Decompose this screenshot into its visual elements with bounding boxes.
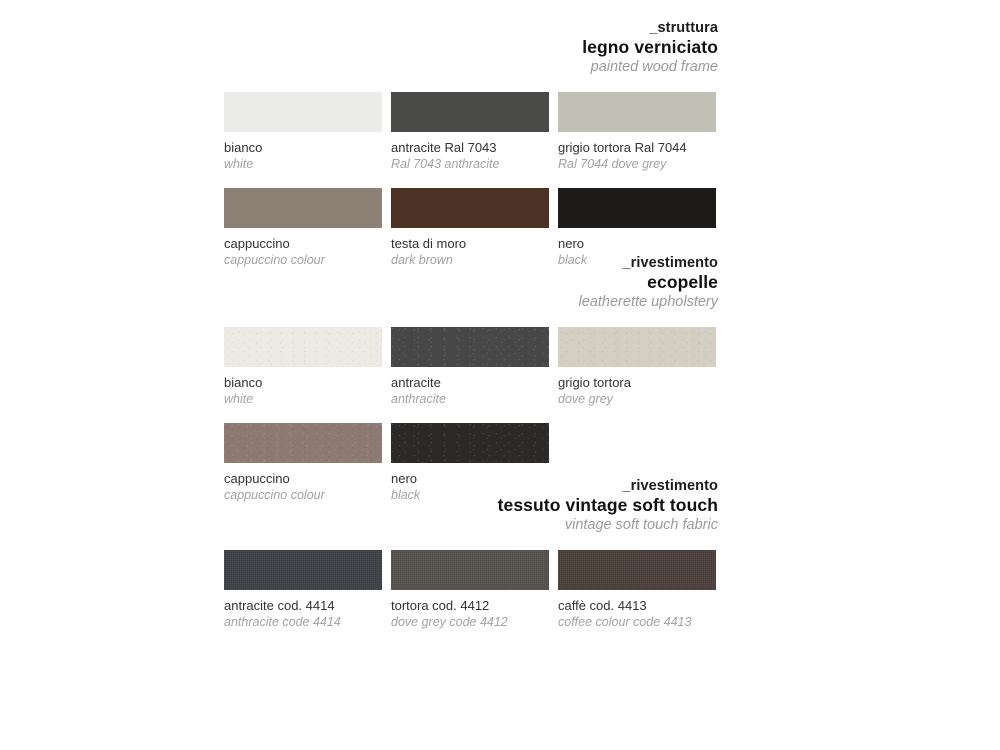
swatch-item[interactable] bbox=[391, 92, 549, 172]
section-title-translation: leatherette upholstery bbox=[578, 294, 718, 310]
swatch-item[interactable] bbox=[391, 327, 549, 407]
swatch-item[interactable] bbox=[391, 550, 549, 630]
section-title-translation: vintage soft touch fabric bbox=[564, 517, 718, 533]
chip-surface bbox=[558, 550, 716, 590]
section-kicker: _rivestimento bbox=[622, 255, 718, 271]
chip-surface bbox=[558, 188, 716, 228]
chip-surface bbox=[224, 92, 382, 132]
chip-surface bbox=[224, 423, 382, 463]
section-heading-block bbox=[0, 255, 1000, 312]
section-title: legno verniciato bbox=[582, 37, 718, 57]
swatch-name-en: dove grey code 4412 bbox=[391, 615, 508, 629]
swatch-name-it: bianco bbox=[224, 375, 263, 390]
swatch-name-it: cappuccino bbox=[224, 236, 290, 251]
colour-chip[interactable] bbox=[391, 327, 549, 367]
swatch-name-it: antracite Ral 7043 bbox=[391, 140, 497, 155]
swatch-name-en: cappuccino colour bbox=[224, 488, 325, 502]
swatch-labels bbox=[558, 590, 716, 630]
swatch-labels bbox=[224, 132, 382, 172]
swatch-labels bbox=[558, 367, 716, 407]
swatch-item[interactable] bbox=[558, 550, 716, 630]
swatch-name-it: nero bbox=[558, 236, 585, 251]
chip-surface bbox=[391, 92, 549, 132]
swatch-name-en: dark brown bbox=[391, 253, 453, 267]
chip-surface bbox=[558, 92, 716, 132]
swatch-row bbox=[0, 327, 1000, 423]
colour-chip[interactable] bbox=[558, 327, 716, 367]
chip-surface bbox=[391, 423, 549, 463]
colour-chip[interactable] bbox=[558, 550, 716, 590]
swatch-labels bbox=[558, 132, 716, 172]
swatch-labels bbox=[391, 367, 549, 407]
chip-surface bbox=[391, 550, 549, 590]
chip-surface bbox=[391, 327, 549, 367]
swatch-name-en: Ral 7043 anthracite bbox=[391, 157, 500, 171]
chip-surface bbox=[391, 188, 549, 228]
swatch-name-en: white bbox=[224, 392, 254, 406]
swatch-name-it: caffè cod. 4413 bbox=[558, 598, 647, 613]
swatch-item[interactable] bbox=[558, 327, 716, 407]
colour-chip[interactable] bbox=[224, 423, 382, 463]
swatch-labels bbox=[224, 590, 382, 630]
swatch-name-it: testa di moro bbox=[391, 236, 467, 251]
swatch-row bbox=[0, 92, 1000, 188]
colour-chip[interactable] bbox=[224, 327, 382, 367]
section-heading-block bbox=[0, 478, 1000, 535]
swatch-name-en: Ral 7044 dove grey bbox=[558, 157, 667, 171]
chip-surface bbox=[224, 550, 382, 590]
swatch-grid bbox=[0, 550, 1000, 646]
swatch-name-en: anthracite bbox=[391, 392, 446, 406]
colour-chip[interactable] bbox=[391, 550, 549, 590]
section-kicker: _rivestimento bbox=[622, 478, 718, 494]
colour-chip[interactable] bbox=[558, 188, 716, 228]
swatch-name-en: black bbox=[558, 253, 588, 267]
swatch-name-it: grigio tortora Ral 7044 bbox=[558, 140, 687, 155]
swatch-labels bbox=[391, 132, 549, 172]
swatch-item[interactable] bbox=[224, 92, 382, 172]
swatch-labels bbox=[224, 367, 382, 407]
colour-chip[interactable] bbox=[224, 92, 382, 132]
section-struttura bbox=[0, 20, 1000, 284]
swatch-name-en: black bbox=[391, 488, 421, 502]
colour-chip[interactable] bbox=[558, 92, 716, 132]
colour-chip[interactable] bbox=[391, 92, 549, 132]
section-title: tessuto vintage soft touch bbox=[497, 495, 718, 515]
swatch-name-it: bianco bbox=[224, 140, 263, 155]
colour-chip[interactable] bbox=[391, 188, 549, 228]
swatch-row bbox=[0, 550, 1000, 646]
swatch-name-it: tortora cod. 4412 bbox=[391, 598, 490, 613]
chip-surface bbox=[224, 327, 382, 367]
section-title-translation: painted wood frame bbox=[590, 59, 718, 75]
chip-surface bbox=[224, 188, 382, 228]
colour-chip[interactable] bbox=[224, 188, 382, 228]
colour-chip[interactable] bbox=[224, 550, 382, 590]
section-heading-block bbox=[0, 20, 1000, 77]
section-title: ecopelle bbox=[647, 272, 718, 292]
swatch-name-en: dove grey bbox=[558, 392, 613, 406]
chip-surface bbox=[558, 327, 716, 367]
swatch-name-it: antracite cod. 4414 bbox=[224, 598, 335, 613]
colour-chip[interactable] bbox=[391, 423, 549, 463]
swatch-item[interactable] bbox=[224, 550, 382, 630]
swatch-item[interactable] bbox=[224, 327, 382, 407]
section-tessuto bbox=[0, 478, 1000, 646]
swatch-name-en: white bbox=[224, 157, 254, 171]
swatch-name-en: coffee colour code 4413 bbox=[558, 615, 692, 629]
swatch-name-it: grigio tortora bbox=[558, 375, 631, 390]
swatch-name-it: cappuccino bbox=[224, 471, 290, 486]
swatch-name-en: cappuccino colour bbox=[224, 253, 325, 267]
swatch-name-it: antracite bbox=[391, 375, 441, 390]
swatch-name-en: anthracite code 4414 bbox=[224, 615, 341, 629]
swatch-labels bbox=[391, 590, 549, 630]
swatch-item[interactable] bbox=[558, 92, 716, 172]
swatch-name-it: nero bbox=[391, 471, 418, 486]
section-kicker: _struttura bbox=[649, 20, 718, 36]
